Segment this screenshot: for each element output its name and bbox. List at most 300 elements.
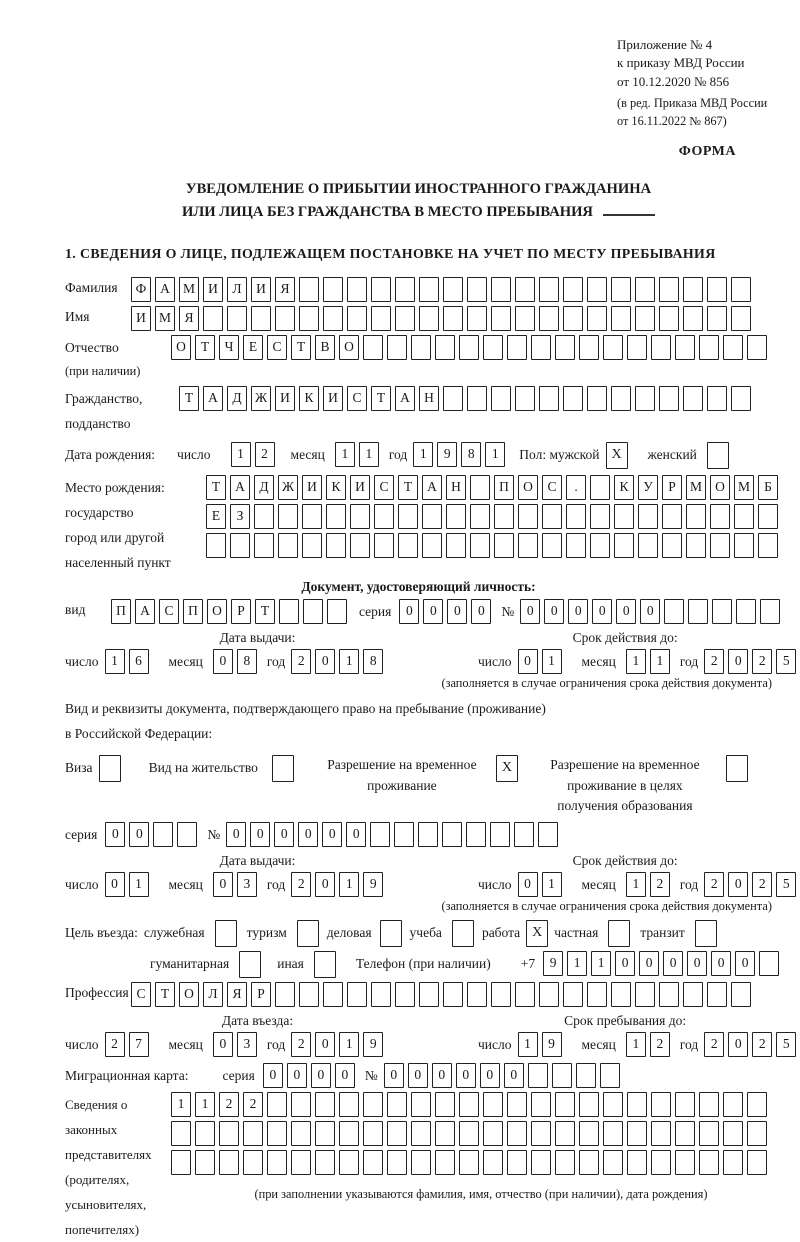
char-cell (759, 951, 779, 976)
char-cell: 0 (263, 1063, 283, 1088)
char-cell (747, 335, 767, 360)
stay-month-cells (626, 1032, 674, 1057)
char-cell: С (159, 599, 179, 624)
char-cell (707, 442, 729, 469)
char-cell: 0 (105, 822, 125, 847)
char-cell (435, 335, 455, 360)
char-cell: 2 (704, 872, 724, 897)
char-cell: А (203, 386, 223, 411)
sex-male-label: Пол: мужской (519, 447, 600, 463)
char-cell: 6 (129, 649, 149, 674)
char-cell (243, 1121, 263, 1146)
char-cell: П (111, 599, 131, 624)
char-cell: Л (227, 277, 247, 302)
char-cell: С (542, 475, 562, 500)
char-cell: У (638, 475, 658, 500)
char-cell (531, 1092, 551, 1117)
char-cell (443, 982, 463, 1007)
char-cell: 2 (752, 1032, 772, 1057)
char-cell (467, 386, 487, 411)
char-cell (758, 504, 778, 529)
char-cell (686, 533, 706, 558)
char-cell (491, 386, 511, 411)
form-label: ФОРМА (678, 144, 736, 160)
char-cell (422, 504, 442, 529)
char-cell (683, 277, 703, 302)
char-cell: О (171, 335, 191, 360)
birth-month-cells (335, 442, 383, 467)
char-cell: 0 (518, 649, 538, 674)
char-cell (470, 533, 490, 558)
char-cell (515, 386, 535, 411)
birth-place-city-label-1: город или другой (65, 530, 165, 546)
char-cell (651, 335, 671, 360)
char-cell (239, 951, 261, 978)
res-valid-day-cells (518, 872, 566, 897)
char-cell (731, 306, 751, 331)
char-cell (267, 1092, 287, 1117)
char-cell (323, 277, 343, 302)
birth-date-label: Дата рождения: (65, 447, 156, 463)
char-cell (507, 335, 527, 360)
char-cell (446, 504, 466, 529)
purpose-humanitarian-checkbox (239, 951, 261, 978)
char-cell: 2 (752, 649, 772, 674)
phone-cells (543, 951, 783, 976)
migration-card-label: Миграционная карта: (65, 1068, 189, 1084)
char-cell (374, 533, 394, 558)
char-cell: 0 (728, 872, 748, 897)
char-cell (707, 982, 727, 1007)
res-issue-month-cells (213, 872, 261, 897)
doc-issue-month-cells (213, 649, 261, 674)
title-line-2: ИЛИ ЛИЦА БЕЗ ГРАЖДАНСТВА В МЕСТО ПРЕБЫВАНИЯ (65, 201, 772, 224)
char-cell (664, 599, 684, 624)
char-cell (514, 822, 534, 847)
char-cell: 2 (650, 1032, 670, 1057)
char-cell (446, 533, 466, 558)
mig-number-label: № (364, 1068, 378, 1084)
char-cell (566, 533, 586, 558)
char-cell (297, 920, 319, 947)
char-cell (603, 1121, 623, 1146)
char-cell: 0 (471, 599, 491, 624)
char-cell (531, 335, 551, 360)
char-cell (675, 335, 695, 360)
char-cell (491, 277, 511, 302)
char-cell (686, 504, 706, 529)
char-cell: 0 (213, 649, 233, 674)
char-cell (347, 982, 367, 1007)
char-cell (683, 306, 703, 331)
char-cell: Б (758, 475, 778, 500)
char-cell (459, 335, 479, 360)
char-cell (219, 1121, 239, 1146)
char-cell (723, 335, 743, 360)
char-cell: 1 (626, 1032, 646, 1057)
char-cell: 9 (363, 1032, 383, 1057)
char-cell (275, 982, 295, 1007)
char-cell (470, 504, 490, 529)
char-cell: 0 (335, 1063, 355, 1088)
char-cell: 0 (384, 1063, 404, 1088)
char-cell (395, 982, 415, 1007)
char-cell (483, 1092, 503, 1117)
res-series-cells (105, 822, 201, 847)
char-cell (518, 504, 538, 529)
title-line-1: УВЕДОМЛЕНИЕ О ПРИБЫТИИ ИНОСТРАННОГО ГРАЖДАНИНА (185, 181, 652, 198)
entry-date-heading: Дата въезда: (221, 1013, 294, 1029)
representatives-note: (при заполнении указываются фамилия, имя, отчество (при наличии), дата рождения) (254, 1187, 708, 1202)
char-cell (587, 982, 607, 1007)
char-cell (707, 386, 727, 411)
char-cell (659, 306, 679, 331)
purpose-official-label: служебная (143, 925, 205, 941)
char-cell (683, 982, 703, 1007)
char-cell: 0 (663, 951, 683, 976)
char-cell: 1 (626, 649, 646, 674)
char-cell: И (251, 277, 271, 302)
char-cell: 2 (752, 872, 772, 897)
char-cell: 8 (237, 649, 257, 674)
char-cell: 9 (543, 951, 563, 976)
char-cell (611, 386, 631, 411)
char-cell (611, 306, 631, 331)
sex-female-checkbox (707, 442, 729, 469)
purpose-row (65, 920, 772, 947)
char-cell (555, 1092, 575, 1117)
char-cell: 8 (461, 442, 481, 467)
char-cell: 0 (226, 822, 246, 847)
visa-checkbox (99, 755, 121, 782)
given-name-cells (131, 306, 755, 331)
char-cell (278, 533, 298, 558)
char-cell (734, 504, 754, 529)
char-cell (442, 822, 462, 847)
char-cell (723, 1121, 743, 1146)
char-cell (507, 1121, 527, 1146)
char-cell (459, 1121, 479, 1146)
char-cell (254, 504, 274, 529)
char-cell (327, 599, 347, 624)
entry-dates-section: Дата въезда: число 2 7 месяц 0 3 год 2 0 1 9 Срок пребывания до: число 1 9 месяц 1 2 год 2 0 2 5 (65, 1013, 772, 1057)
char-cell (579, 1092, 599, 1117)
char-cell (627, 1121, 647, 1146)
representatives-cells-2 (171, 1121, 771, 1146)
doc-kind-label: вид (65, 602, 86, 618)
char-cell (579, 335, 599, 360)
char-cell: О (710, 475, 730, 500)
doc-issue-year-cells (291, 649, 387, 674)
char-cell (542, 504, 562, 529)
char-cell (363, 1092, 383, 1117)
char-cell: К (299, 386, 319, 411)
char-cell (315, 1121, 335, 1146)
char-cell (299, 277, 319, 302)
res-number-cells (226, 822, 562, 847)
purpose-work-checkbox (526, 920, 548, 947)
char-cell (675, 1121, 695, 1146)
birth-day-cells (231, 442, 279, 467)
char-cell: 1 (195, 1092, 215, 1117)
char-cell: 1 (339, 649, 359, 674)
doc-issue-day-cells (105, 649, 153, 674)
char-cell (195, 1121, 215, 1146)
given-name-label: Имя (65, 309, 90, 325)
doc-series-label: серия (359, 604, 392, 620)
appendix-line: (в ред. Приказа МВД России (617, 96, 768, 111)
char-cell: 1 (626, 872, 646, 897)
char-cell (394, 822, 414, 847)
surname-row (65, 277, 772, 302)
birth-year-cells (413, 442, 509, 467)
char-cell: 8 (363, 649, 383, 674)
char-cell (515, 982, 535, 1007)
purpose-study-checkbox (452, 920, 474, 947)
temp-residence-education-checkbox (726, 755, 748, 782)
char-cell (302, 504, 322, 529)
residence-doc-text: Вид и реквизиты документа, подтверждающего право на пребывание (проживание) в Российской Федерации: (65, 701, 546, 742)
purpose-humanitarian-label: гуманитарная (150, 956, 230, 972)
char-cell: 0 (432, 1063, 452, 1088)
migration-card-row (65, 1063, 772, 1088)
stay-until-heading: Срок пребывания до: (564, 1013, 687, 1029)
char-cell (278, 504, 298, 529)
purpose-transit-label: транзит (640, 925, 685, 941)
char-cell (494, 504, 514, 529)
char-cell (494, 533, 514, 558)
char-cell (419, 306, 439, 331)
birth-place-cells-2 (206, 504, 782, 529)
char-cell (734, 533, 754, 558)
char-cell (303, 599, 323, 624)
char-cell (347, 306, 367, 331)
char-cell (611, 277, 631, 302)
char-cell (614, 533, 634, 558)
purpose-other-label: иная (277, 956, 304, 972)
res-series-label: серия (65, 827, 98, 843)
char-cell (539, 277, 559, 302)
residence-permit-checkbox (272, 755, 294, 782)
char-cell: В (315, 335, 335, 360)
char-cell: 9 (437, 442, 457, 467)
char-cell (723, 1092, 743, 1117)
char-cell: 1 (485, 442, 505, 467)
char-cell (275, 306, 295, 331)
char-cell (659, 277, 679, 302)
char-cell: 2 (704, 649, 724, 674)
char-cell: 0 (346, 822, 366, 847)
char-cell (675, 1092, 695, 1117)
day-label: число (177, 447, 211, 463)
char-cell: 3 (237, 1032, 257, 1057)
char-cell (395, 277, 415, 302)
char-cell (587, 277, 607, 302)
char-cell (171, 1121, 191, 1146)
char-cell (315, 1092, 335, 1117)
char-cell: 0 (423, 599, 443, 624)
char-cell (254, 533, 274, 558)
char-cell (611, 982, 631, 1007)
entry-day-cells (105, 1032, 153, 1057)
char-cell (539, 982, 559, 1007)
res-issue-date-heading: Дата выдачи: (219, 853, 296, 869)
char-cell (590, 533, 610, 558)
char-cell: Ж (278, 475, 298, 500)
char-cell (731, 386, 751, 411)
purpose-private-checkbox (608, 920, 630, 947)
char-cell (710, 504, 730, 529)
patronymic-note: (при наличии) (65, 364, 141, 379)
purpose-business-label: деловая (326, 925, 372, 941)
purpose-tourism-label: туризм (246, 925, 287, 941)
profession-cells (131, 982, 755, 1007)
char-cell (608, 920, 630, 947)
char-cell: 0 (687, 951, 707, 976)
purpose-other-checkbox (314, 951, 336, 978)
char-cell (490, 822, 510, 847)
char-cell: 0 (322, 822, 342, 847)
char-cell: 0 (518, 872, 538, 897)
purpose-label: Цель въезда: (65, 925, 138, 941)
char-cell: 5 (776, 649, 796, 674)
char-cell: 1 (567, 951, 587, 976)
birth-place-row (65, 475, 772, 575)
char-cell (291, 1121, 311, 1146)
char-cell (452, 920, 474, 947)
char-cell: Т (291, 335, 311, 360)
char-cell: 9 (363, 872, 383, 897)
representatives-label: Сведения о законных представителях (родителях, усыновителях, попечителях) (65, 1097, 152, 1238)
char-cell (350, 533, 370, 558)
char-cell: 0 (129, 822, 149, 847)
char-cell (627, 335, 647, 360)
char-cell: Н (446, 475, 466, 500)
char-cell: 0 (105, 872, 125, 897)
char-cell: П (183, 599, 203, 624)
char-cell (467, 982, 487, 1007)
char-cell: 1 (231, 442, 251, 467)
char-cell: А (230, 475, 250, 500)
char-cell (563, 277, 583, 302)
sex-male-checkbox (606, 442, 628, 469)
char-cell: С (131, 982, 151, 1007)
char-cell: 0 (616, 599, 636, 624)
char-cell: Я (227, 982, 247, 1007)
char-cell (699, 1092, 719, 1117)
residence-doc-series-row (65, 822, 772, 847)
char-cell (518, 533, 538, 558)
char-cell: 0 (298, 822, 318, 847)
char-cell: М (686, 475, 706, 500)
birth-date-row (65, 442, 772, 469)
char-cell: 7 (129, 1032, 149, 1057)
char-cell (380, 920, 402, 947)
char-cell: И (203, 277, 223, 302)
residence-doc-options-row (65, 755, 772, 816)
char-cell (736, 599, 756, 624)
char-cell: 0 (311, 1063, 331, 1088)
doc-valid-day-cells (518, 649, 566, 674)
char-cell: 2 (219, 1092, 239, 1117)
char-cell: 0 (639, 951, 659, 976)
char-cell: 2 (255, 442, 275, 467)
char-cell: . (566, 475, 586, 500)
char-cell: 2 (243, 1092, 263, 1117)
char-cell: 1 (339, 872, 359, 897)
char-cell (747, 1092, 767, 1117)
char-cell (267, 1121, 287, 1146)
char-cell: Е (206, 504, 226, 529)
temp-residence-checkbox (496, 755, 518, 782)
char-cell (726, 755, 748, 782)
char-cell: П (494, 475, 514, 500)
char-cell (635, 277, 655, 302)
validity-note: (заполняется в случае ограничения срока действия документа) (441, 899, 772, 914)
char-cell (395, 306, 415, 331)
char-cell: Т (255, 599, 275, 624)
char-cell (590, 475, 610, 500)
char-cell (230, 533, 250, 558)
char-cell (515, 277, 535, 302)
char-cell (467, 277, 487, 302)
char-cell: 0 (315, 649, 335, 674)
char-cell: 1 (335, 442, 355, 467)
mig-number-cells (384, 1063, 624, 1088)
char-cell: X (526, 920, 548, 947)
char-cell: Д (254, 475, 274, 500)
char-cell (695, 920, 717, 947)
temp-residence-label: Разрешение на временное проживание (327, 757, 477, 793)
char-cell (539, 386, 559, 411)
char-cell (326, 533, 346, 558)
char-cell (600, 1063, 620, 1088)
char-cell: Ф (131, 277, 151, 302)
char-cell (443, 277, 463, 302)
given-name-row (65, 306, 772, 331)
char-cell (699, 1121, 719, 1146)
char-cell: 1 (413, 442, 433, 467)
char-cell (638, 504, 658, 529)
char-cell (683, 386, 703, 411)
char-cell: 5 (776, 872, 796, 897)
char-cell: 0 (520, 599, 540, 624)
char-cell (443, 306, 463, 331)
doc-dates-section: Дата выдачи: число 1 6 месяц 0 8 год 2 0 1 8 Срок действия до: число 0 1 месяц 1 1 год 2 0 2 5 (заполняется в случае ограничения срока действия документа) (65, 630, 772, 691)
char-cell: 1 (542, 872, 562, 897)
char-cell (279, 599, 299, 624)
char-cell (528, 1063, 548, 1088)
birth-place-label: Место рождения: государство город или другой населенный пункт (65, 480, 171, 571)
char-cell: 1 (171, 1092, 191, 1117)
char-cell (699, 335, 719, 360)
citizenship-label: Гражданство, подданство (65, 391, 143, 432)
char-cell (272, 755, 294, 782)
char-cell: 0 (568, 599, 588, 624)
visa-label: Виза (65, 760, 93, 776)
char-cell (635, 982, 655, 1007)
char-cell: С (374, 475, 394, 500)
char-cell (371, 982, 391, 1007)
purpose-tourism-checkbox (297, 920, 319, 947)
char-cell: 9 (542, 1032, 562, 1057)
char-cell (350, 504, 370, 529)
char-cell: 1 (542, 649, 562, 674)
char-cell: 0 (544, 599, 564, 624)
char-cell: 2 (650, 872, 670, 897)
char-cell: О (518, 475, 538, 500)
char-cell (203, 306, 223, 331)
